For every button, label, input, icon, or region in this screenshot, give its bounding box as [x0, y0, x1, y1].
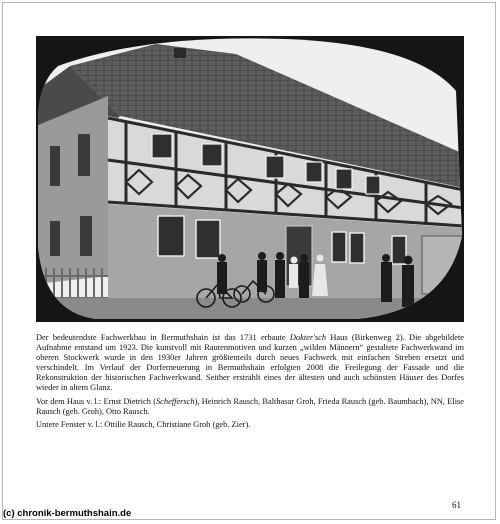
photo-illustration	[36, 36, 464, 322]
nickname: Scheffersch	[155, 396, 195, 406]
copyright-notice: (c) chronik-bermuthshain.de	[3, 508, 132, 519]
caption-paragraph-description: Der bedeutendste Fachwerkbau in Bermuthshain ist das 1731 erbaute Dokter'sch Haus (Birkenweg 2). Die abgebildete Aufnahme entstand um 1923. Die kunstvoll mit Rautenmotiven und kurzen „wilden Männern“ gestaltete Fachwerkwand im oberen Stockwerk wurde in den 1930er Jahren größtenteils durch neues Fachwerk mit einfachen Streben ersetzt und verschindelt. Im Verlauf der Dorferneuerung in Bermuthshain erfolgten 2008 die Freilegung der Fassade und die Rekonstruktion der historischen Fachwerkwand. Seither erstrahlt eines der ältesten und auch schönsten Häuser des Dorfes wieder in altem Glanz.	[36, 333, 464, 393]
house-name: Dokter'sch	[289, 333, 327, 342]
page-number: 61	[452, 500, 461, 510]
caption-paragraph-people: Vor dem Haus v. l.: Ernst Dietrich (Scheffersch), Heinrich Rausch, Balthasar Groh, Frieda Rausch (geb. Baumbach), NN, Elise Rausch (geb. Groh), Otto Rausch.	[36, 396, 464, 416]
historic-house-photo	[36, 36, 464, 322]
caption-paragraph-windows: Untere Fenster v. l.: Ottilie Rausch, Christiane Groh (geb. Zier).	[36, 419, 251, 429]
photo-caption	[36, 333, 464, 433]
